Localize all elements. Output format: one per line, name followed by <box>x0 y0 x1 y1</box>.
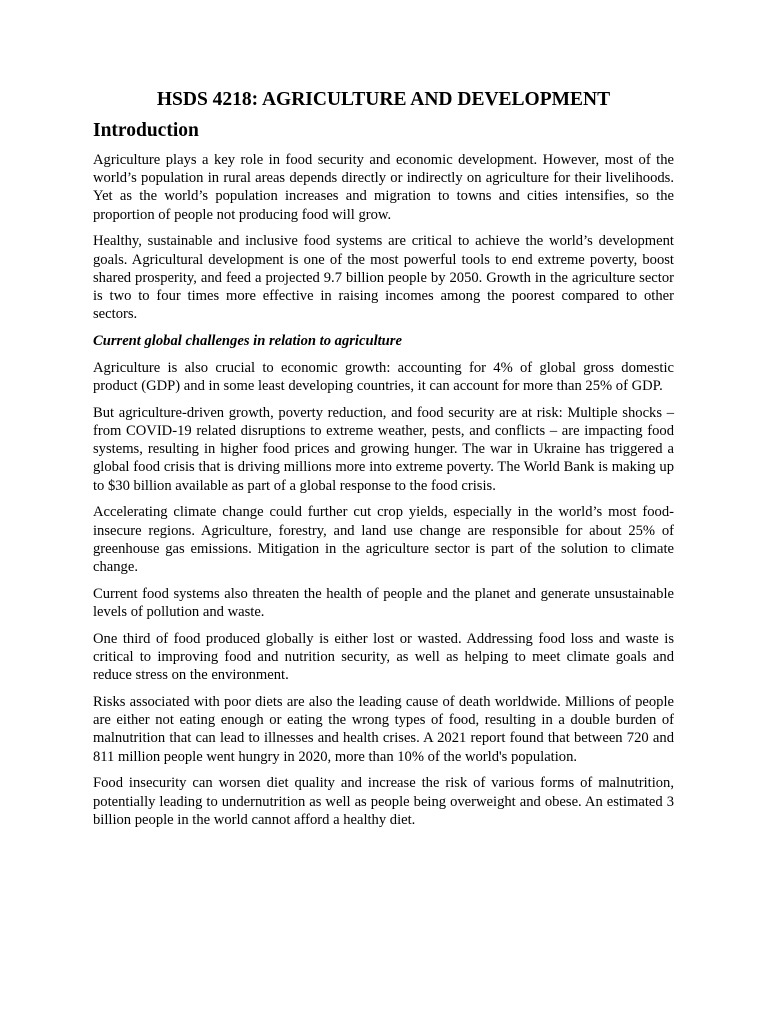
subheading-global-challenges: Current global challenges in relation to agriculture <box>93 333 402 350</box>
paragraph-intro-2: Healthy, sustainable and inclusive food systems are critical to achieve the world’s development goals. Agricultural development is one of the most powerful tools to end extreme poverty, boost shared prosperity, and feed a projected 9.7 billion people by 2050. Growth in the agriculture sector is two to four times more effective in raising incomes among the poorest compared to other sectors. <box>93 233 674 323</box>
document-title: HSDS 4218: AGRICULTURE AND DEVELOPMENT <box>156 89 611 110</box>
section-heading-introduction: Introduction <box>93 120 199 141</box>
paragraph-challenges-3: Accelerating climate change could further cut crop yields, especially in the world’s most food-insecure regions. Agriculture, forestry, and land use change are responsible for about 25% of greenhouse gas emissions. Mitigation in the agriculture sector is part of the solution to climate change. <box>93 504 674 576</box>
paragraph-intro-1: Agriculture plays a key role in food security and economic development. However, most of the world’s population in rural areas depends directly or indirectly on agriculture for their livelihoods. Yet as the world’s population increases and migration to towns and cities intensifies, so the proportion of people not producing food will grow. <box>93 152 674 223</box>
document-page <box>93 88 674 838</box>
paragraph-challenges-2: But agriculture-driven growth, poverty reduction, and food security are at risk: Multiple shocks – from COVID-19 related disruptions to extreme weather, pests, and conflicts – are impacting food systems, resulting in higher food prices and growing hunger. The war in Ukraine has triggered a global food crisis that is driving millions more into extreme poverty. The World Bank is making up to $30 billion available as part of a global response to the food crisis. <box>93 404 674 494</box>
paragraph-challenges-7: Food insecurity can worsen diet quality and increase the risk of various forms of malnutrition, potentially leading to undernutrition as well as people being overweight and obese. An estimated 3 billion people in the world cannot afford a healthy diet. <box>93 775 674 828</box>
paragraph-challenges-4: Current food systems also threaten the health of people and the planet and generate unsustainable levels of pollution and waste. <box>93 585 674 621</box>
paragraph-challenges-5: One third of food produced globally is either lost or wasted. Addressing food loss and waste is critical to improving food and nutrition security, as well as helping to meet climate goals and reduce stress on the environment. <box>93 630 674 684</box>
paragraph-challenges-1: Agriculture is also crucial to economic growth: accounting for 4% of global gross domestic product (GDP) and in some least developing countries, it can account for more than 25% of GDP. <box>93 359 674 395</box>
paragraph-challenges-6: Risks associated with poor diets are also the leading cause of death worldwide. Millions of people are either not eating enough or eating the wrong types of food, resulting in a double burden of malnutrition that can lead to illnesses and health crises. A 2021 report found that between 720 and 811 million people went hungry in 2020, more than 10% of the world's population. <box>93 694 674 765</box>
